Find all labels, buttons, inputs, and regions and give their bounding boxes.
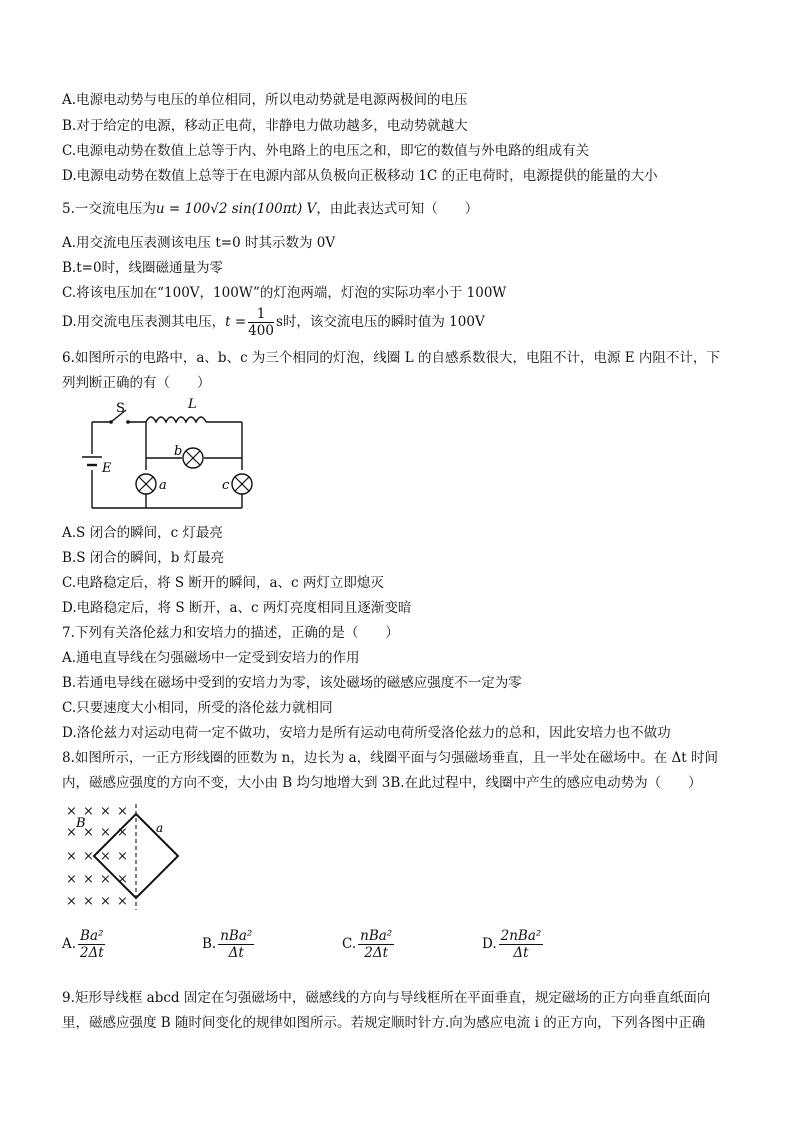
label-B: B	[76, 816, 86, 831]
q6-stem-line2: 列判断正确的有（ ）	[62, 375, 211, 391]
label-a: a	[156, 821, 164, 835]
q8-option-b: B. $\frac{\text{nBa²}}{\Delta t}$	[202, 928, 253, 961]
q7-stem: 7.下列有关洛伦兹力和安培力的描述，正确的是（ ）	[62, 625, 399, 641]
q7-option-a: A.通电直导线在匀强磁场中一定受到安培力的作用	[62, 650, 360, 666]
q5-option-b: B.t=0时，线圈磁通量为零	[62, 260, 224, 276]
q8-option-d: D. $\frac{\text{2nBa²}}{\Delta t}$	[482, 928, 542, 961]
label-b: b	[174, 444, 183, 459]
q4-option-c: C.电源电动势在数值上总等于内、外电路上的电压之和，即它的数值与外电路的组成有关	[62, 143, 590, 159]
field-cross: ×	[100, 894, 111, 909]
q5-fraction: $\frac{1}{400}$	[248, 306, 274, 339]
label-S: S	[116, 401, 125, 416]
field-cross: ×	[66, 849, 77, 864]
q9-line2: 里，磁感应强度 B 随时间变化的规律如图所示。若规定顺时针方.向为感应电流 i 的正方向，下列各图中正确	[62, 1015, 706, 1031]
q5-stem: 5.一交流电压为u = 100√2 sin(100πt) V，由此表达式可知（ ）	[62, 201, 479, 217]
q8-stem-line2: 内，磁感应强度的方向不变，大小由 B 均匀地增大到 3B.在此过程中，线圈中产生的感应电动势为（ ）	[62, 775, 702, 791]
q8-magnetic-field-diagram	[62, 800, 187, 912]
q7-option-d: D.洛伦兹力对运动电荷一定不做功，安培力是所有运动电荷所受洛伦兹力的总和，因此安培力也不做功	[62, 725, 671, 741]
q6-option-b: B.S 闭合的瞬间，b 灯最亮	[62, 550, 225, 566]
field-cross: ×	[117, 804, 128, 819]
field-cross: ×	[100, 849, 111, 864]
field-cross: ×	[66, 872, 77, 887]
q8-option-c: C. $\frac{\text{nBa²}}{2\Delta t}$	[342, 928, 393, 961]
field-cross: ×	[83, 894, 94, 909]
q4-option-b: B.对于给定的电源，移动正电荷，非静电力做功越多，电动势就越大	[62, 118, 468, 134]
q4-option-a: A.电源电动势与电压的单位相同，所以电动势就是电源两极间的电压	[62, 92, 468, 108]
q7-option-b: B.若通电导线在磁场中受到的安培力为零，该处磁场的磁感应强度不一定为零	[62, 675, 522, 691]
q6-stem-line1: 6.如图所示的电路中，a、b、c 为三个相同的灯泡，线圈 L 的自感系数很大，电阻不计，电源 E 内阻不计，下	[62, 350, 720, 366]
field-cross: ×	[83, 804, 94, 819]
field-cross: ×	[100, 825, 111, 840]
q5-formula: u = 100√2 sin(100πt) V	[155, 201, 317, 217]
q8-option-a: A. $\frac{\text{Ba²}}{2\Delta t}$	[62, 928, 104, 961]
q5-option-d: D.用交流电压表测其电压，t = $\frac{1}{400}$ s时，该交流电压的瞬时值为 100V	[62, 306, 485, 339]
field-cross: ×	[117, 872, 128, 887]
field-cross: ×	[83, 872, 94, 887]
q5-option-c: C.将该电压加在“100V，100W”的灯泡两端，灯泡的实际功率小于 100W	[62, 285, 507, 301]
q9-line1: 9.矩形导线框 abcd 固定在匀强磁场中，磁感线的方向与导线框所在平面垂直，规定磁场的正方向垂直纸面向	[62, 990, 711, 1006]
q6-option-c: C.电路稳定后，将 S 断开的瞬间，a、c 两灯立即熄灭	[62, 575, 384, 591]
q5-option-a: A.用交流电压表测该电压 t=0 时其示数为 0V	[62, 235, 336, 251]
q4-option-d: D.电源电动势在数值上总等于在电源内部从负极向正极移动 1C 的正电荷时，电源提供的能量的大小	[62, 168, 658, 184]
field-cross: ×	[66, 825, 77, 840]
field-cross: ×	[66, 894, 77, 909]
lamp-a	[136, 474, 156, 494]
label-a: a	[159, 478, 167, 493]
lamp-c	[232, 474, 252, 494]
label-E: E	[102, 461, 112, 476]
field-cross: ×	[83, 825, 94, 840]
field-cross: ×	[100, 804, 111, 819]
q7-option-c: C.只要速度大小相同，所受的洛伦兹力就相同	[62, 700, 333, 716]
q6-option-d: D.电路稳定后，将 S 断开，a、c 两灯亮度相同且逐渐变暗	[62, 600, 412, 616]
q8-stem-line1: 8.如图所示，一正方形线圈的匝数为 n，边长为 a，线圈平面与匀强磁场垂直，且一半处在磁场中。在 Δt 时间	[62, 750, 718, 766]
q6-circuit-diagram	[70, 398, 270, 516]
field-cross: ×	[117, 894, 128, 909]
label-L: L	[188, 398, 197, 412]
field-cross: ×	[66, 804, 77, 819]
label-c: c	[222, 478, 230, 493]
field-cross: ×	[117, 849, 128, 864]
field-cross: ×	[117, 825, 128, 840]
field-cross: ×	[100, 872, 111, 887]
q6-option-a: A.S 闭合的瞬间，c 灯最亮	[62, 525, 223, 541]
field-cross: ×	[83, 849, 94, 864]
inductor-coil	[146, 417, 206, 422]
lamp-b	[183, 448, 203, 468]
